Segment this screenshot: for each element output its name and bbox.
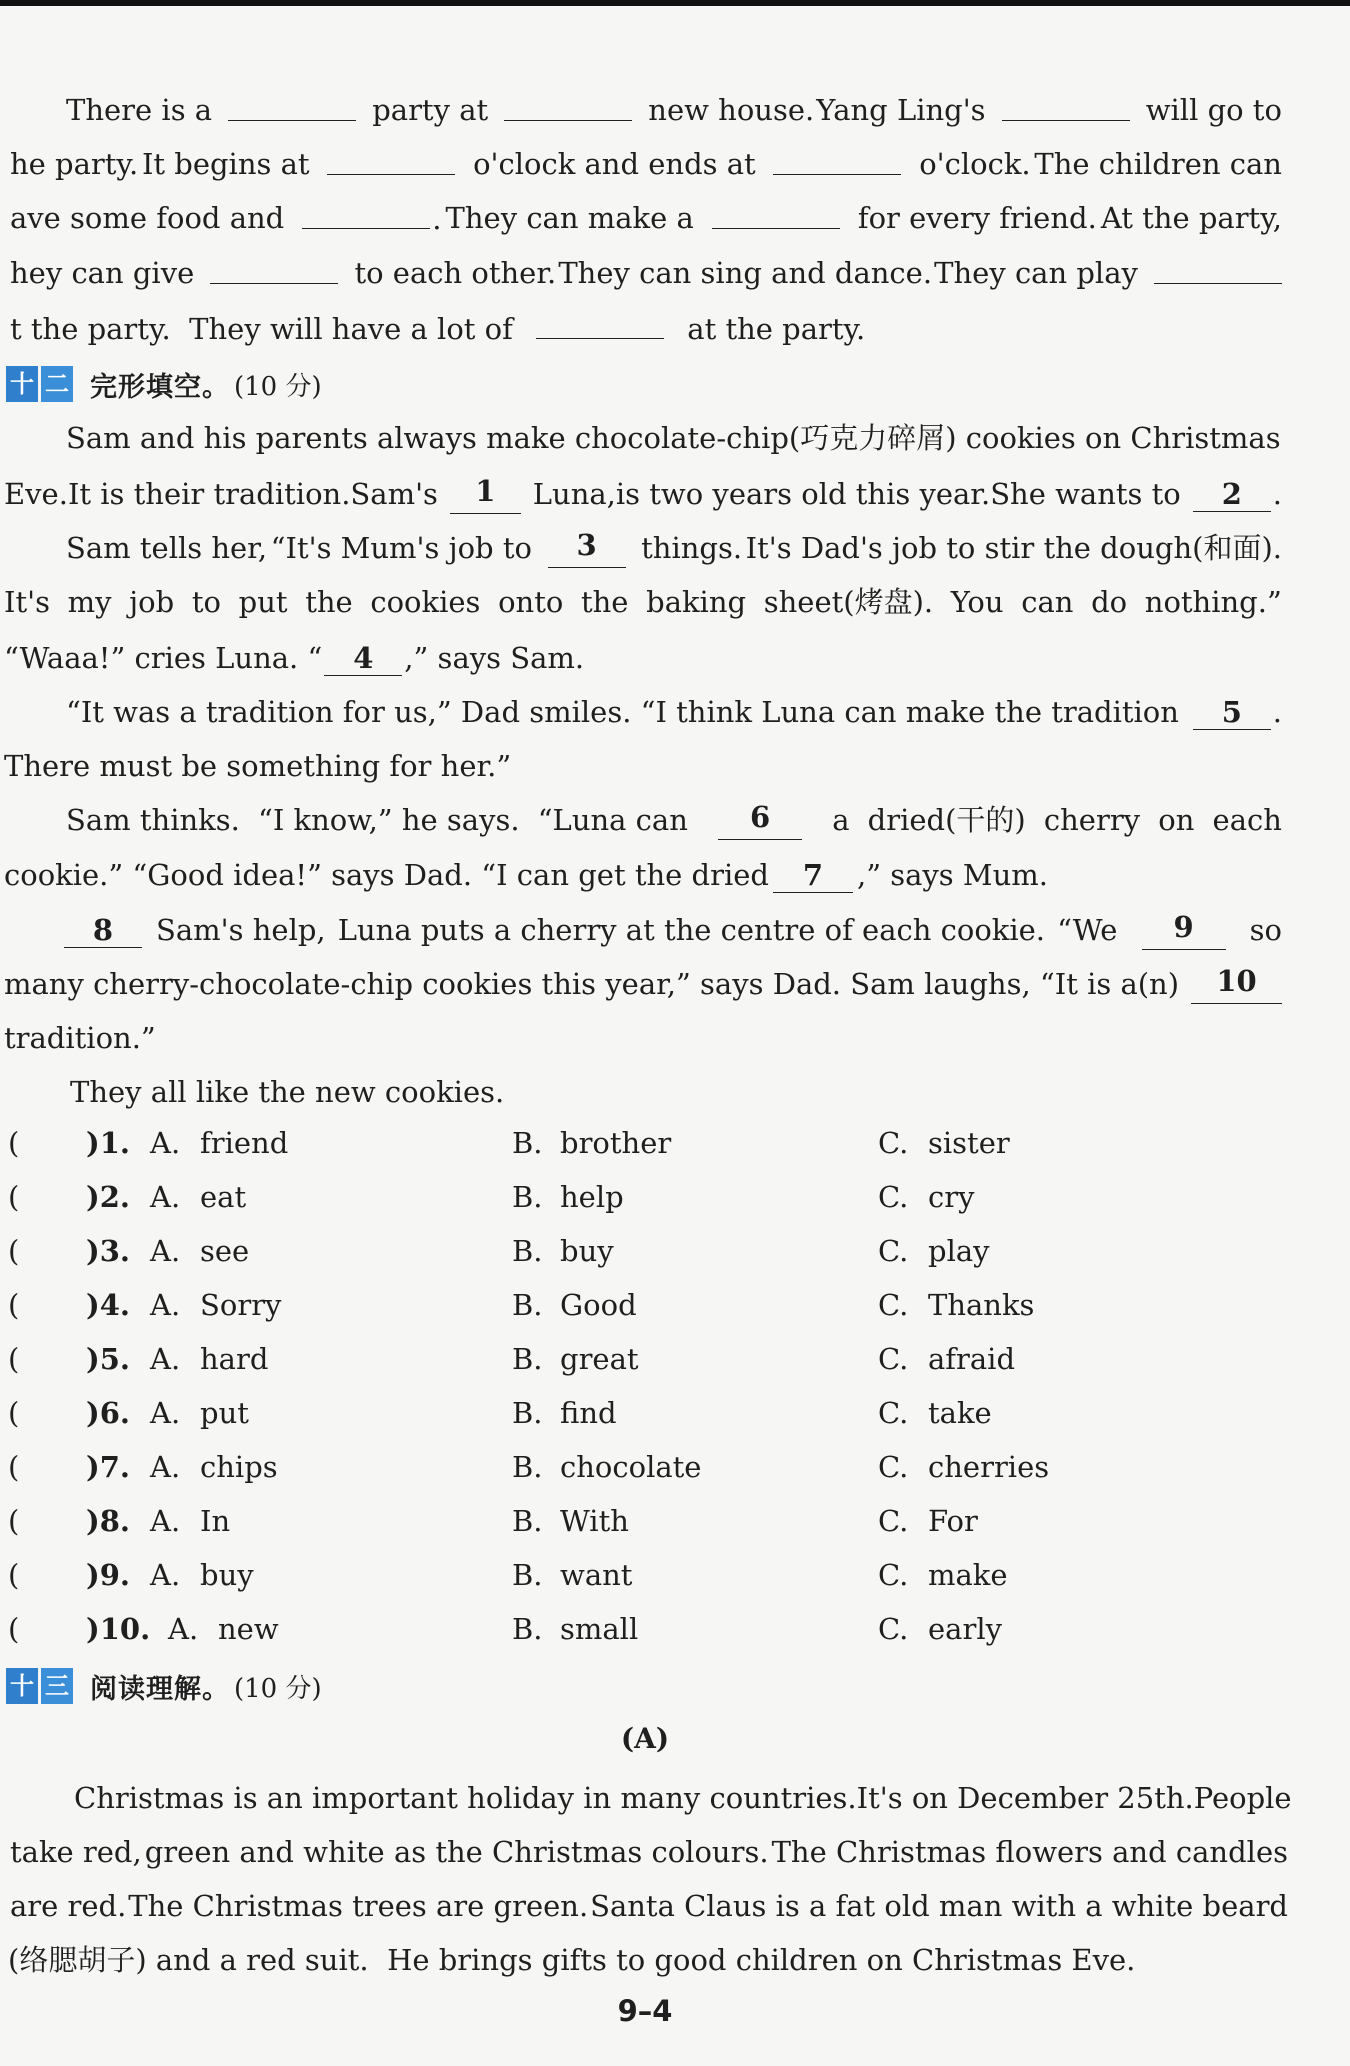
cloze-line-4 xyxy=(4,582,1282,622)
question-number: )1. xyxy=(86,1126,130,1160)
cloze-line-12 xyxy=(4,1018,604,1058)
text: tradition.” xyxy=(4,1021,156,1055)
section-13-header xyxy=(6,1666,322,1706)
text: They all like the new cookies. xyxy=(70,1075,505,1109)
option-text: cry xyxy=(928,1180,975,1214)
answer-blank[interactable] xyxy=(210,253,338,284)
option-text: great xyxy=(560,1342,639,1376)
text: do xyxy=(1091,585,1128,619)
answer-paren[interactable]: ( xyxy=(8,1450,20,1484)
text: It's Dad's job to stir the dough(和面). xyxy=(745,531,1282,565)
text: You xyxy=(950,585,1004,619)
text: my xyxy=(67,585,112,619)
option-text: new xyxy=(218,1612,279,1646)
text: “It's Mum's job to xyxy=(270,531,532,565)
option-letter: B. xyxy=(512,1450,543,1484)
option-text: find xyxy=(560,1396,617,1430)
answer-blank[interactable] xyxy=(1154,253,1282,284)
option-text: afraid xyxy=(928,1342,1016,1376)
question-row xyxy=(0,1396,1300,1436)
question-row xyxy=(0,1558,1300,1598)
text: They can sing and dance. xyxy=(558,256,933,290)
section-title: 完形填空。 xyxy=(90,371,230,403)
passage-line-4 xyxy=(10,253,1282,293)
numbered-blank[interactable]: 4 xyxy=(324,641,402,676)
text: for every friend. xyxy=(857,201,1097,235)
cloze-line-5 xyxy=(4,638,1004,678)
option-text: see xyxy=(200,1234,250,1268)
text: onto xyxy=(498,585,564,619)
text: Luna puts a cherry at the centre of each cookie. xyxy=(337,913,1046,947)
section-score: (10 分) xyxy=(234,1673,322,1704)
option-letter: A. xyxy=(150,1396,181,1430)
cloze-line-8 xyxy=(66,800,1282,840)
answer-paren[interactable]: ( xyxy=(8,1558,20,1592)
cloze-line-10 xyxy=(62,910,1282,950)
text: take red, xyxy=(10,1835,142,1869)
cloze-line-2 xyxy=(4,474,1282,514)
option-text: For xyxy=(928,1504,978,1538)
answer-blank[interactable] xyxy=(712,198,840,229)
answer-blank[interactable] xyxy=(773,144,901,175)
text: at the party. xyxy=(687,312,866,346)
text: to each other. xyxy=(354,256,557,290)
option-text: help xyxy=(560,1180,624,1214)
option-text: sister xyxy=(928,1126,1010,1160)
text: to xyxy=(191,585,221,619)
text: can xyxy=(1021,585,1074,619)
text: ave some food and xyxy=(10,201,285,235)
text: he party. xyxy=(10,147,139,181)
numbered-blank[interactable]: 2 xyxy=(1193,477,1271,512)
option-text: friend xyxy=(200,1126,289,1160)
text: o'clock. xyxy=(919,147,1031,181)
numbered-blank[interactable]: 3 xyxy=(548,528,626,568)
numbered-blank[interactable]: 10 xyxy=(1191,964,1282,1004)
text: . xyxy=(432,202,442,236)
text: are red. xyxy=(10,1889,127,1923)
option-text: buy xyxy=(560,1234,614,1268)
text: “I know,” he says. xyxy=(258,803,520,837)
option-letter: C. xyxy=(878,1180,909,1214)
option-letter: C. xyxy=(878,1288,909,1322)
answer-paren[interactable]: ( xyxy=(8,1342,20,1376)
text: (络腮胡子) and a red suit. xyxy=(8,1943,369,1977)
text: He brings gifts to good children on Christmas Eve. xyxy=(387,1943,1136,1977)
option-letter: B. xyxy=(512,1126,543,1160)
numbered-blank[interactable]: 8 xyxy=(64,913,142,948)
text: sheet(烤盘). xyxy=(763,585,934,619)
question-row xyxy=(0,1126,1300,1166)
cloze-line-6 xyxy=(66,692,1282,732)
text: Santa Claus is a fat old man with a white beard xyxy=(590,1889,1288,1923)
cloze-line-9 xyxy=(4,855,1104,895)
text: cookie.” “Good idea!” says Dad. “I can get the dried xyxy=(4,858,769,892)
text: so xyxy=(1249,913,1282,947)
option-letter: C. xyxy=(878,1342,909,1376)
cloze-line-1 xyxy=(66,418,1282,458)
option-text: chocolate xyxy=(560,1450,702,1484)
text: nothing.” xyxy=(1144,585,1282,619)
text: t the party. xyxy=(10,312,171,346)
question-number: )10. xyxy=(86,1612,151,1646)
text: each xyxy=(1212,803,1282,837)
answer-paren[interactable]: ( xyxy=(8,1396,20,1430)
option-text: Thanks xyxy=(928,1288,1035,1322)
text: They can make a xyxy=(445,201,694,235)
reading-line-3 xyxy=(10,1886,1288,1926)
reading-line-1 xyxy=(74,1778,1292,1818)
question-number: )5. xyxy=(86,1342,130,1376)
text: . xyxy=(1272,477,1282,511)
section-12-header xyxy=(6,364,322,404)
text: green and white as the Christmas colours. xyxy=(144,1835,769,1869)
text: o'clock and ends at xyxy=(473,147,756,181)
option-letter: A. xyxy=(150,1558,181,1592)
option-letter: B. xyxy=(512,1558,543,1592)
text: It's on December 25th. xyxy=(856,1781,1194,1815)
section-score: (10 分) xyxy=(234,371,322,402)
text: ,” says Mum. xyxy=(856,858,1048,892)
answer-paren[interactable]: ( xyxy=(8,1180,20,1214)
text: At the party, xyxy=(1100,201,1282,235)
answer-paren[interactable]: ( xyxy=(8,1504,20,1538)
passage-line-3 xyxy=(10,198,1282,239)
option-letter: A. xyxy=(150,1450,181,1484)
option-text: buy xyxy=(200,1558,254,1592)
option-text: With xyxy=(560,1504,629,1538)
section-number-badge xyxy=(6,366,76,402)
option-text: make xyxy=(928,1558,1008,1592)
question-row xyxy=(0,1342,1300,1382)
option-letter: A. xyxy=(150,1504,181,1538)
part-label: (A) xyxy=(620,1722,670,1755)
option-text: eat xyxy=(200,1180,247,1214)
option-letter: B. xyxy=(512,1288,543,1322)
option-letter: C. xyxy=(878,1504,909,1538)
passage-line-2 xyxy=(10,144,1282,184)
passage-line-5 xyxy=(10,308,910,349)
text: the xyxy=(580,585,629,619)
option-letter: C. xyxy=(878,1396,909,1430)
badge-char: 二 xyxy=(41,366,73,402)
text: Sam tells her, xyxy=(66,531,268,565)
answer-blank[interactable] xyxy=(536,308,664,339)
question-row xyxy=(0,1612,1300,1652)
option-letter: A. xyxy=(150,1234,181,1268)
text: The Christmas trees are green. xyxy=(128,1889,589,1923)
numbered-blank[interactable]: 9 xyxy=(1142,910,1226,950)
section-number-badge xyxy=(6,1668,76,1704)
passage-line-1 xyxy=(66,90,1282,130)
option-letter: B. xyxy=(512,1342,543,1376)
text: It's xyxy=(4,585,50,619)
text: Eve. xyxy=(4,477,68,511)
text: dried(干的) xyxy=(867,803,1026,837)
text: ,” says Sam. xyxy=(404,641,585,675)
option-text: cherries xyxy=(928,1450,1050,1484)
option-text: hard xyxy=(200,1342,269,1376)
text: There must be something for her.” xyxy=(4,749,512,783)
text: “It was a tradition for us,” Dad smiles. “I think Luna can make the tradition xyxy=(66,695,1179,729)
option-letter: A. xyxy=(168,1612,199,1646)
option-text: brother xyxy=(560,1126,672,1160)
text: job xyxy=(129,585,175,619)
answer-blank[interactable] xyxy=(327,144,455,175)
answer-blank[interactable] xyxy=(1002,90,1130,121)
question-row xyxy=(0,1180,1300,1220)
numbered-blank[interactable]: 5 xyxy=(1193,695,1271,730)
option-letter: C. xyxy=(878,1612,909,1646)
option-letter: A. xyxy=(150,1180,181,1214)
text: It begins at xyxy=(141,147,310,181)
text: Sam and his parents always make chocolate-chip(巧克力碎屑) cookies on Christmas xyxy=(66,421,1281,455)
option-letter: A. xyxy=(150,1288,181,1322)
answer-paren[interactable]: ( xyxy=(8,1126,20,1160)
numbered-blank[interactable]: 7 xyxy=(773,858,853,893)
text: “We xyxy=(1057,913,1118,947)
text: The children can xyxy=(1034,147,1282,181)
text: “Luna can xyxy=(537,803,688,837)
answer-paren[interactable]: ( xyxy=(8,1288,20,1322)
numbered-blank[interactable]: 1 xyxy=(450,474,521,514)
page-number: 9–4 xyxy=(617,1994,673,2028)
question-row xyxy=(0,1504,1300,1544)
text: It is their tradition. xyxy=(67,477,351,511)
answer-blank[interactable] xyxy=(504,90,632,121)
question-row xyxy=(0,1288,1300,1328)
text: baking xyxy=(646,585,747,619)
option-letter: A. xyxy=(150,1126,181,1160)
text: There is a xyxy=(66,93,213,127)
question-number: )7. xyxy=(86,1450,130,1484)
badge-char: 十 xyxy=(6,1668,38,1704)
cloze-line-11 xyxy=(4,964,1282,1004)
option-letter: B. xyxy=(512,1504,543,1538)
text: Yang Ling's xyxy=(816,93,986,127)
badge-char: 三 xyxy=(41,1668,73,1704)
option-text: chips xyxy=(200,1450,278,1484)
text: put xyxy=(238,585,288,619)
option-letter: C. xyxy=(878,1558,909,1592)
option-text: take xyxy=(928,1396,992,1430)
question-number: )9. xyxy=(86,1558,130,1592)
text: . xyxy=(1272,695,1282,729)
answer-paren[interactable]: ( xyxy=(8,1612,20,1646)
option-text: Good xyxy=(560,1288,637,1322)
text: The Christmas flowers and candles xyxy=(771,1835,1288,1869)
cloze-line-13 xyxy=(70,1072,870,1112)
cloze-line-7 xyxy=(4,746,1004,786)
text: on xyxy=(1158,803,1195,837)
option-letter: B. xyxy=(512,1396,543,1430)
text: a xyxy=(832,803,850,837)
option-text: small xyxy=(560,1612,639,1646)
text: cookies xyxy=(370,585,481,619)
option-letter: B. xyxy=(512,1612,543,1646)
option-letter: C. xyxy=(878,1234,909,1268)
option-letter: C. xyxy=(878,1450,909,1484)
text: Sam's xyxy=(350,477,438,511)
text: Sam thinks. xyxy=(66,803,240,837)
option-letter: A. xyxy=(150,1342,181,1376)
section-title: 阅读理解。 xyxy=(90,1673,230,1705)
option-letter: B. xyxy=(512,1180,543,1214)
text: She wants to xyxy=(990,477,1181,511)
option-text: Sorry xyxy=(200,1288,282,1322)
reading-line-4 xyxy=(8,1940,1208,1980)
text: Christmas is an important holiday in many countries. xyxy=(74,1781,857,1815)
text: many cherry-chocolate-chip cookies this year,” says Dad. Sam laughs, “It is a(n) xyxy=(4,967,1180,1001)
answer-blank[interactable] xyxy=(228,90,356,121)
option-letter: B. xyxy=(512,1234,543,1268)
option-text: play xyxy=(928,1234,990,1268)
option-text: early xyxy=(928,1612,1002,1646)
text: the xyxy=(305,585,353,619)
option-text: put xyxy=(200,1396,249,1430)
question-number: )3. xyxy=(86,1234,130,1268)
text: Luna, xyxy=(532,477,616,511)
cloze-line-3 xyxy=(66,528,1282,568)
question-row xyxy=(0,1450,1300,1490)
text: things. xyxy=(641,531,743,565)
question-number: )4. xyxy=(86,1288,130,1322)
reading-line-2 xyxy=(10,1832,1288,1872)
text: They can play xyxy=(934,256,1138,290)
question-number: )6. xyxy=(86,1396,130,1430)
text: will go to xyxy=(1145,93,1282,127)
option-letter: C. xyxy=(878,1126,909,1160)
text: Sam's help, xyxy=(156,913,326,947)
text: is two years old this year. xyxy=(615,477,991,511)
text: party at xyxy=(372,93,489,127)
question-number: )8. xyxy=(86,1504,130,1538)
answer-paren[interactable]: ( xyxy=(8,1234,20,1268)
text: hey can give xyxy=(10,256,195,290)
text: People xyxy=(1193,1781,1292,1815)
answer-blank[interactable] xyxy=(302,198,430,229)
option-text: In xyxy=(200,1504,231,1538)
text: They will have a lot of xyxy=(189,312,513,346)
option-text: want xyxy=(560,1558,633,1592)
text: new house. xyxy=(648,93,815,127)
badge-char: 十 xyxy=(6,366,38,402)
numbered-blank[interactable]: 6 xyxy=(718,800,802,840)
question-row xyxy=(0,1234,1300,1274)
question-number: )2. xyxy=(86,1180,130,1214)
text: cherry xyxy=(1043,803,1141,837)
text: “Waaa!” cries Luna. “ xyxy=(4,641,323,675)
